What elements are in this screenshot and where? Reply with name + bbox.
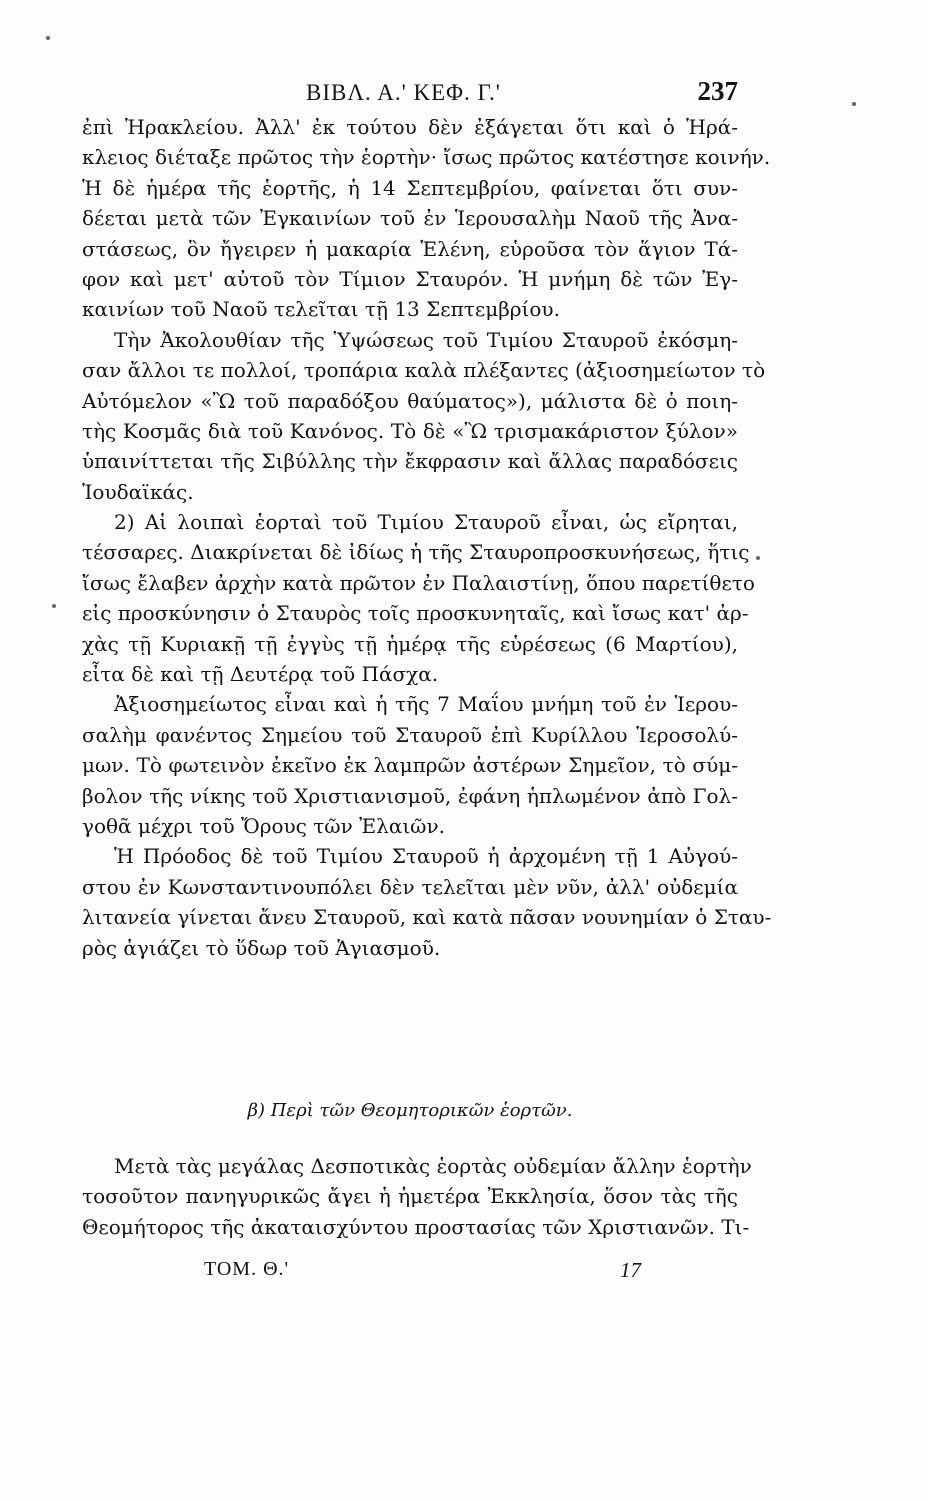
text-line: Τὴν Ἀκολουθίαν τῆς Ὑψώσεως τοῦ Τιμίου Σταυροῦ ἐκόσμη-	[114, 327, 738, 352]
text-line: καινίων τοῦ Ναοῦ τελεῖται τῇ 13 Σεπτεμβρίου.	[82, 297, 560, 322]
paper-speck	[52, 604, 56, 608]
text-line: σαλὴμ φανέντος Σημείου τοῦ Σταυροῦ ἐπὶ Κυρίλλου Ἱεροσολύ-	[82, 722, 738, 747]
signature-mark: 17	[620, 1258, 641, 1282]
paper-speck	[852, 102, 856, 106]
text-line: Μετὰ τὰς μεγάλας Δεσποτικὰς ἑορτὰς οὐδεμίαν ἄλλην ἑορτὴν	[114, 1154, 752, 1178]
text-line: τὴς Κοσμᾶς διὰ τοῦ Κανόνος. Τὸ δὲ «Ὢ τρισμακάριστον ξύλον»	[82, 418, 738, 443]
text-line: Αὐτόμελον «Ὢ τοῦ παραδόξου θαύματος»), μάλιστα δὲ ὁ ποιη-	[82, 388, 738, 413]
text-line: στου ἐν Κωνσταντινουπόλει δὲν τελεῖται μὲν νῦν, ἀλλ' οὐδεμία	[82, 874, 738, 899]
text-line: Ἀξιοσημείωτος εἶναι καὶ ἡ τῆς 7 Μαΐου μνήμη τοῦ ἐν Ἱερου-	[114, 692, 738, 717]
text-line: 2) Αἱ λοιπαὶ ἑορταὶ τοῦ Τιμίου Σταυροῦ εἶναι, ὡς εἴρηται,	[114, 510, 738, 535]
text-line: τέσσαρες. Διακρίνεται δὲ ἰδίως ἡ τῆς Σταυροπροσκυνήσεως, ἥτις	[82, 540, 750, 565]
text-line: λιτανεία γίνεται ἄνευ Σταυροῦ, καὶ κατὰ πᾶσαν νουνημίαν ὁ Σταυ-	[82, 905, 772, 930]
text-line: φον καὶ μετ' αὐτοῦ τὸν Τίμιον Σταυρόν. Ἡ μνήμη δὲ τῶν Ἐγ-	[82, 266, 738, 291]
text-line: Ἡ Πρόοδος δὲ τοῦ Τιμίου Σταυροῦ ἡ ἀρχομένη τῇ 1 Αὐγού-	[114, 844, 738, 869]
text-line: εἰς προσκύνησιν ὁ Σταυρὸς τοῖς προσκυνηταῖς, καὶ ἴσως κατ' ἀρ-	[82, 601, 749, 626]
text-line: εἶτα δὲ καὶ τῇ Δευτέρᾳ τοῦ Πάσχα.	[82, 662, 439, 687]
text-line: σαν ἄλλοι τε πολλοί, τροπάρια καλὰ πλέξαντες (ἀξιοσημείωτον τὸ	[82, 358, 766, 383]
text-line: βολον τῆς νίκης τοῦ Χριστιανισμοῦ, ἐφάνη ἡπλωμένον ἀπὸ Γολ-	[82, 783, 738, 808]
section-heading: β) Περὶ τῶν Θεομητορικῶν ἑορτῶν.	[247, 1100, 573, 1121]
paper-speck	[756, 556, 760, 560]
text-line: χὰς τῇ Κυριακῇ τῇ ἐγγὺς τῇ ἡμέρᾳ τῆς εὑρέσεως (6 Μαρτίου),	[82, 631, 738, 656]
running-title: ΒΙΒΛ. Α.' ΚΕΦ. Γ.'	[306, 80, 501, 105]
text-line: Ἡ δὲ ἡμέρα τῆς ἑορτῆς, ἡ 14 Σεπτεμβρίου, φαίνεται ὅτι συν-	[82, 175, 738, 200]
section-text	[82, 1151, 752, 1242]
text-line: ὑπαινίττεται τῆς Σιβύλλης τὴν ἔκφρασιν καὶ ἄλλας παραδόσεις	[82, 449, 738, 474]
text-line: ἐπὶ Ἡρακλείου. Ἀλλ' ἐκ τούτου δὲν ἐξάγεται ὅτι καὶ ὁ Ἡρά-	[82, 115, 738, 139]
text-line: γοθᾶ μέχρι τοῦ Ὄρους τῶν Ἐλαιῶν.	[82, 813, 446, 838]
text-line: τοσοῦτον πανηγυρικῶς ἄγει ἡ ἡμετέρα Ἐκκλησία, ὅσον τὰς τῆς	[82, 1184, 738, 1209]
page-footer	[82, 1258, 738, 1290]
text-line: κλειος διέταξε πρῶτος τὴν ἑορτὴν· ἴσως πρῶτος κατέστησε κοινήν.	[82, 145, 771, 170]
text-line: ρὸς ἁγιάζει τὸ ὕδωρ τοῦ Ἁγιασμοῦ.	[82, 935, 441, 960]
text-line: στάσεως, ὃν ἤγειρεν ἡ μακαρία Ἑλένη, εὑροῦσα τὸν ἅγιον Τά-	[82, 236, 738, 261]
paper-speck	[46, 36, 50, 40]
text-line: μων. Τὸ φωτεινὸν ἐκεῖνο ἐκ λαμπρῶν ἀστέρων Σημεῖον, τὸ σύμ-	[82, 753, 738, 778]
volume-mark: ΤΟΜ. Θ.'	[204, 1258, 290, 1280]
body-text	[82, 112, 772, 963]
text-line: ἴσως ἔλαβεν ἀρχὴν κατὰ πρῶτον ἐν Παλαιστίνῃ, ὅπου παρετίθετο	[82, 570, 755, 595]
page-number: 237	[697, 76, 738, 106]
text-line: Θεομήτορος τῆς ἀκαταισχύντου προστασίας τῶν Χριστιανῶν. Τι-	[82, 1214, 750, 1239]
text-line: δέεται μετὰ τῶν Ἐγκαινίων τοῦ ἐν Ἱερουσαλὴμ Ναοῦ τῆς Ἀνα-	[82, 206, 738, 231]
running-head	[82, 76, 738, 116]
text-line: Ἰουδαϊκάς.	[82, 479, 194, 504]
